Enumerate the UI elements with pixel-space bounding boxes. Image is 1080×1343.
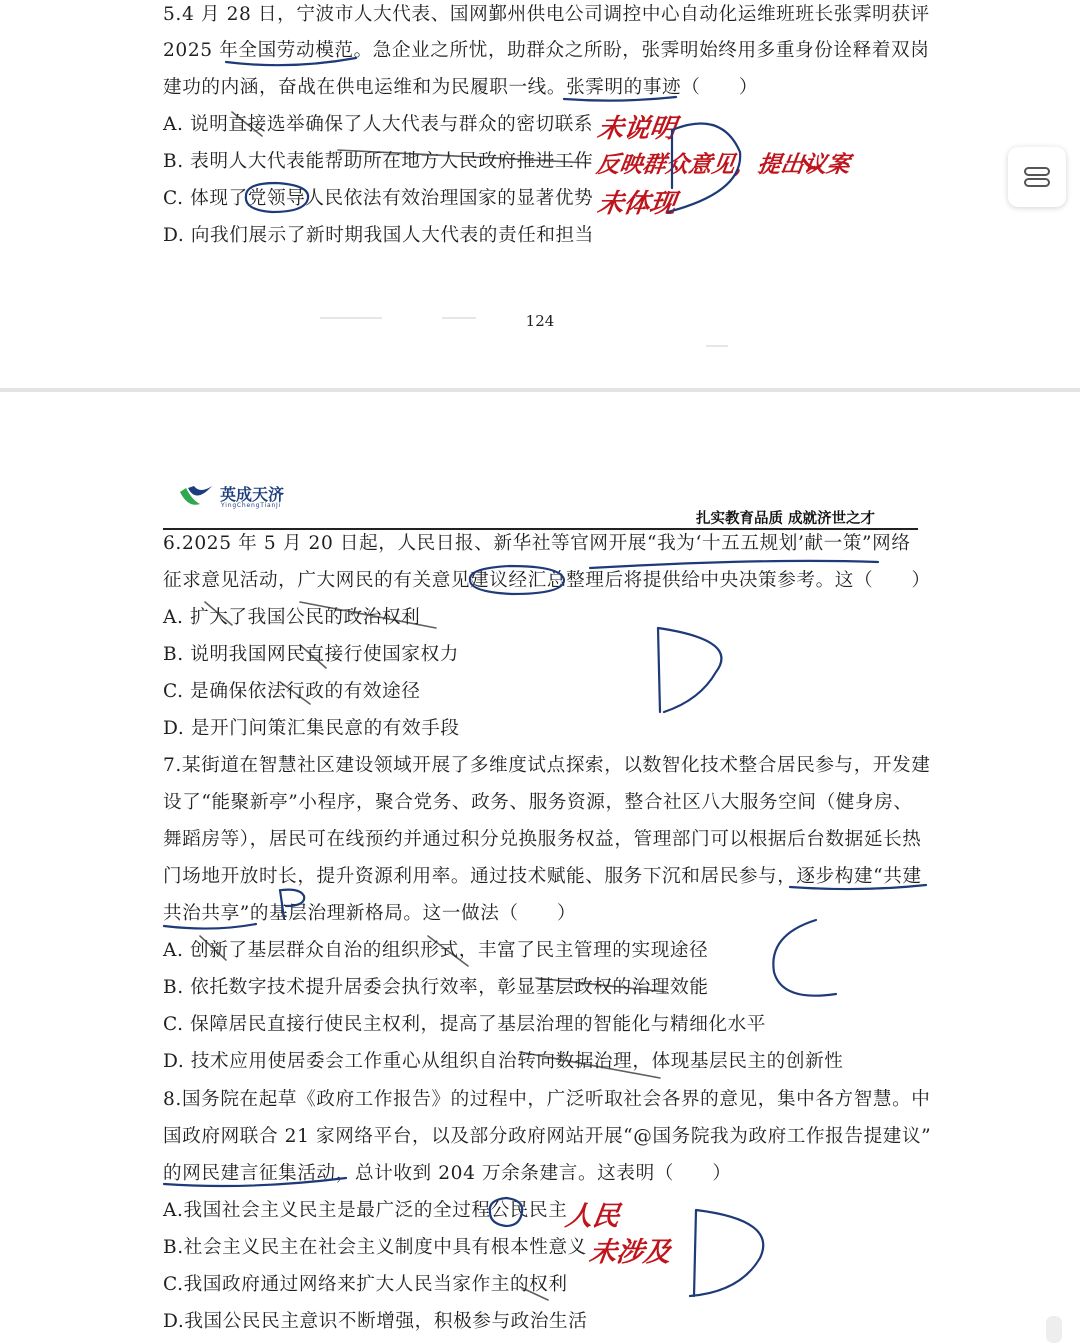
q6-stem-line-2: 征求意见活动，广大网民的有关意见建议经汇总整理后将提供给中央决策参考。这（ ） [163,570,931,591]
header-divider [163,528,918,530]
q7-stem-line-5: 共治共享”的基层治理新格局。这一做法（ ） [163,903,577,924]
q7-option-d: D. 技术应用使居委会工作重心从组织自治转向数据治理，体现基层民主的创新性 [163,1051,844,1072]
q7-option-a: A. 创新了基层群众自治的组织形式，丰富了民主管理的实现途径 [163,940,709,961]
q6-option-c: C. 是确保依法行政的有效途径 [163,681,421,702]
q8-option-d: D.我国公民民主意识不断增强，积极参与政治生活 [163,1311,588,1332]
q5-option-b: B. 表明人大代表能帮助所在地方人民政府推进工作 [163,151,594,172]
q8-stem-line-3: 的网民建言征集活动，总计收到 204 万余条建言。这表明（ ） [163,1163,732,1184]
q7-option-b: B. 依托数字技术提升居委会执行效率，彰显基层政权的治理效能 [163,977,709,998]
faint-mark [706,345,728,347]
logo-pinyin: YingChengTianJi [221,502,282,509]
q7-stem-line-3: 舞蹈房等），居民可在线预约并通过积分兑换服务权益，管理部门可以根据后台数据延长热 [163,829,922,850]
q8-option-c: C.我国政府通过网络来扩大人民当家作主的权利 [163,1274,568,1295]
q8-note-b: 未涉及 [587,1237,673,1268]
publisher-logo [178,482,358,516]
q5-option-a: A. 说明直接选举确保了人大代表与群众的密切联系 [163,114,594,135]
floating-toggle-button[interactable] [1008,147,1066,207]
q5-note-b: 反映群众意见，提出议案 [594,152,852,178]
q6-option-b: B. 说明我国网民直接行使国家权力 [163,644,459,665]
q5-option-c: C. 体现了党领导人民依法有效治理国家的显著优势 [163,188,594,209]
q8-stem-line-1: 8.国务院在起草《政府工作报告》的过程中，广泛听取社会各界的意见，集中各方智慧。中 [163,1089,931,1110]
q8-stem-line-2: 国政府网联合 21 家网络平台，以及部分政府网站开展“@国务院我为政府工作报告提建议” [163,1126,932,1147]
q7-stem-line-2: 设了“能聚新亭”小程序，聚合党务、政务、服务资源，整合社区八大服务空间（健身房、 [163,792,913,813]
header-slogan: 扎实教育品质 成就济世之才 [696,511,876,527]
q7-stem-line-1: 7.某街道在智慧社区建设领域开展了多维度试点探索，以数智化技术整合居民参与，开发建 [163,755,931,776]
q8-note-a: 人民 [563,1201,622,1232]
q5-note-a: 未说明 [595,114,678,144]
q7-stem-line-4: 门场地开放时长，提升资源利用率。通过技术赋能、服务下沉和居民参与，逐步构建“共建 [163,866,922,887]
ycty-logo-icon [178,482,214,510]
q5-stem-line-1: 5.4 月 28 日，宁波市人大代表、国网鄞州供电公司调控中心自动化运维班班长张霁明获评 [163,4,930,25]
q8-option-b: B.社会主义民主在社会主义制度中具有根本性意义 [163,1237,587,1258]
q7-option-c: C. 保障居民直接行使民主权利，提高了基层治理的智能化与精细化水平 [163,1014,766,1035]
q5-option-d: D. 向我们展示了新时期我国人大代表的责任和担当 [163,225,594,246]
q5-note-c: 未体现 [595,189,678,219]
logo-name: 英成天济 [220,485,285,504]
q5-stem-line-2: 2025 年全国劳动模范。急企业之所忧，助群众之所盼，张霁明始终用多重身份诠释着双岗 [163,40,930,61]
q6-option-d: D. 是开门问策汇集民意的有效手段 [163,718,460,739]
page-124 [0,0,1080,388]
page-number: 124 [525,312,555,330]
q6-stem-line-1: 6.2025 年 5 月 20 日起，人民日报、新华社等官网开展“我为‘十五五规划’献一策”网络 [163,533,911,554]
toggle-lines-icon [1021,161,1053,193]
q6-option-a: A. 扩大了我国公民的政治权利 [163,607,421,628]
q8-option-a: A.我国社会主义民主是最广泛的全过程公民民主 [163,1200,568,1221]
q5-stem-line-3: 建功的内涵，奋战在供电运维和为民履职一线。张霁明的事迹（ ） [163,77,759,98]
scrollbar-thumb[interactable] [1046,1316,1062,1343]
